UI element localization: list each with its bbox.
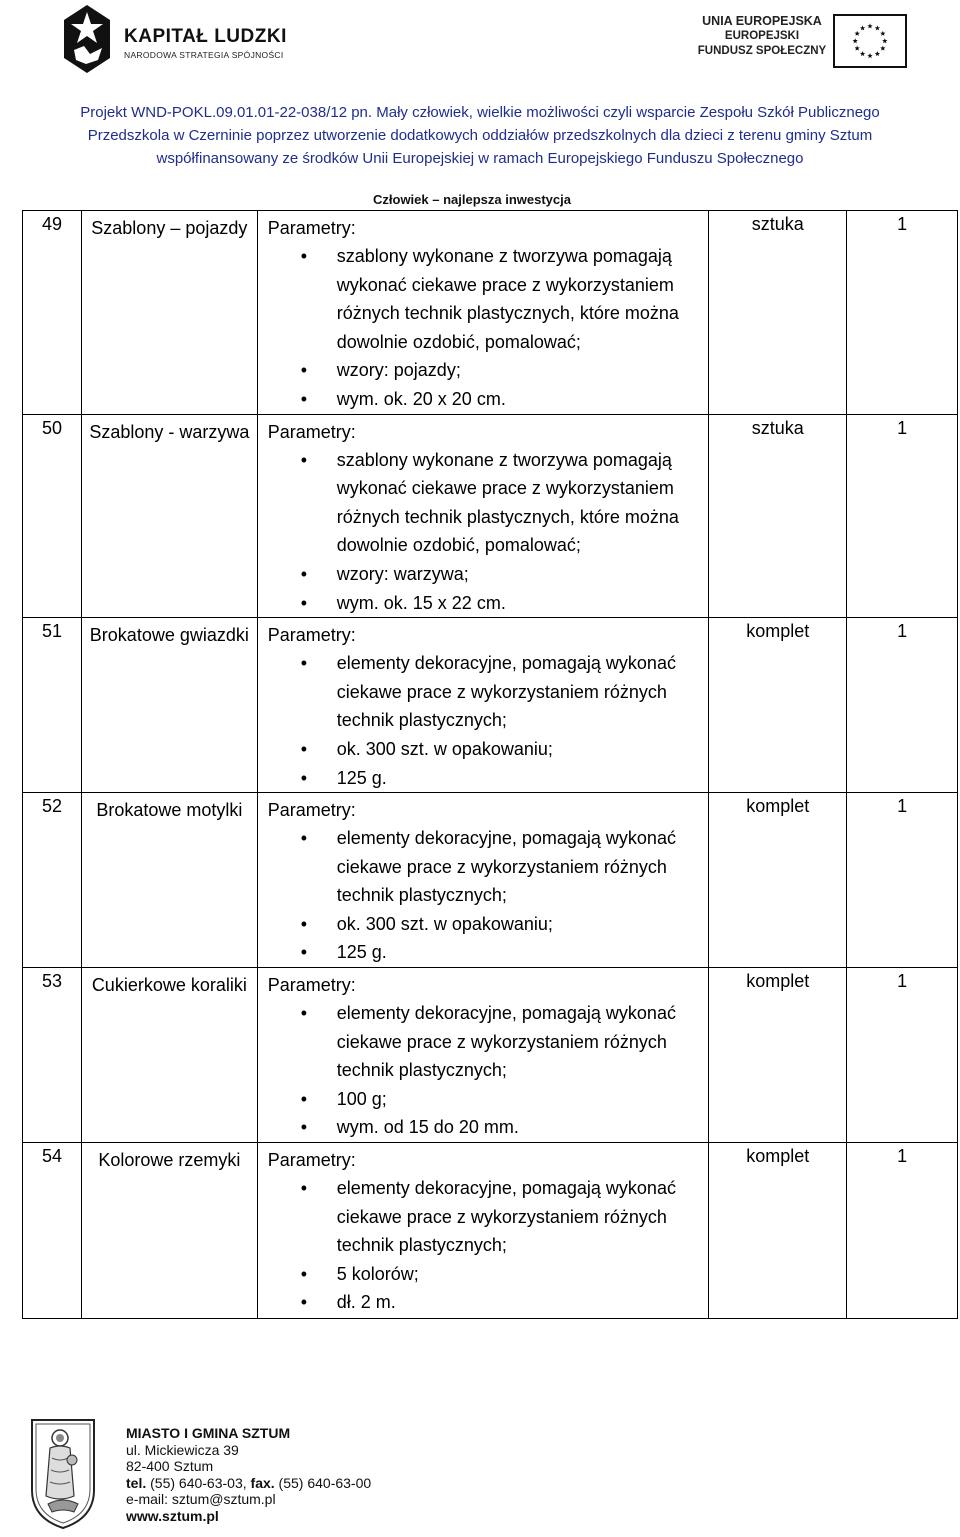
item-name: Cukierkowe koraliki: [81, 968, 257, 1143]
parameter-item: • ok. 300 szt. w opakowaniu;: [337, 735, 701, 764]
footer-address: [126, 1425, 371, 1524]
eu-star-icon: [860, 51, 865, 56]
parameters-list: [258, 446, 709, 618]
item-parameters: [257, 414, 709, 618]
parameter-item: • wym. ok. 15 x 22 cm.: [337, 589, 701, 618]
eu-logo: [696, 14, 910, 70]
item-name: Szablony - warzywa: [81, 414, 257, 618]
eu-logo-text: [696, 14, 828, 59]
parameters-label: Parametry:: [267, 625, 356, 646]
item-unit: sztuka: [709, 414, 847, 618]
eu-star-icon: [860, 25, 865, 30]
parameter-item: • 5 kolorów;: [337, 1260, 701, 1289]
parameter-item: • elementy dekoracyjne, pomagają wykonać ciekawe prace z wykorzystaniem różnych technik plastycznych;: [337, 999, 701, 1085]
eu-star-icon: [853, 38, 858, 43]
footer-tel-label: tel.: [126, 1474, 147, 1491]
parameter-item: • wym. ok. 20 x 20 cm.: [337, 385, 701, 414]
kapital-ludzki-subtitle: NARODOWA STRATEGIA SPÓJNOŚCI: [124, 50, 284, 60]
item-name: Kolorowe rzemyki: [81, 1143, 257, 1319]
kapital-ludzki-emblem-icon: [62, 4, 112, 74]
slogan: Człowiek – najlepsza inwestycja: [373, 192, 571, 207]
parameters-label: Parametry:: [267, 421, 356, 442]
item-quantity: 1: [847, 618, 958, 793]
item-parameters: [257, 793, 709, 968]
item-parameters: [257, 968, 709, 1143]
footer-tel: (55) 640-63-03,: [146, 1474, 251, 1491]
item-quantity: 1: [847, 793, 958, 968]
item-unit: komplet: [709, 793, 847, 968]
kapital-ludzki-logo: [62, 4, 292, 76]
parameter-item: • ok. 300 szt. w opakowaniu;: [337, 910, 701, 939]
footer-phone-fax: [126, 1475, 371, 1492]
eu-star-icon: [855, 46, 860, 51]
item-unit: sztuka: [709, 211, 847, 415]
item-parameters: [257, 211, 709, 415]
eu-star-icon: [867, 23, 872, 28]
table-row: [23, 211, 958, 415]
footer-city: 82-400 Sztum: [126, 1458, 214, 1474]
footer-street: ul. Mickiewicza 39: [126, 1441, 239, 1458]
project-line-2: Przedszkola w Czerninie poprzez utworzenie dodatkowych oddziałów przedszkolnych dla dzieci z terenu gminy Sztum: [87, 127, 873, 144]
item-name: Brokatowe gwiazdki: [81, 618, 257, 793]
eu-flag-icon: [833, 14, 907, 68]
table-row: [23, 793, 958, 968]
item-quantity: 1: [847, 968, 958, 1143]
item-number: 49: [23, 211, 82, 415]
parameter-item: • elementy dekoracyjne, pomagają wykonać ciekawe prace z wykorzystaniem różnych technik plastycznych;: [337, 1174, 701, 1260]
table-row: [23, 618, 958, 793]
parameter-item: • szablony wykonane z tworzywa pomagają wykonać ciekawe prace z wykorzystaniem różnych technik plastycznych, które można dowolnie ozdobić, pomalować;: [337, 242, 701, 356]
parameter-item: • 125 g.: [337, 764, 701, 793]
project-line-3: współfinansowany ze środków Unii Europejskiej w ramach Europejskiego Funduszu Społecznego: [156, 150, 804, 167]
eu-star-icon: [867, 53, 872, 58]
table-row: [23, 1143, 958, 1319]
footer-email: e-mail: sztum@sztum.pl: [126, 1491, 276, 1507]
parameter-item: • elementy dekoracyjne, pomagają wykonać ciekawe prace z wykorzystaniem różnych technik plastycznych;: [337, 824, 701, 910]
parameter-item: • szablony wykonane z tworzywa pomagają wykonać ciekawe prace z wykorzystaniem różnych technik plastycznych, które można dowolnie ozdobić, pomalować;: [337, 446, 701, 560]
parameters-list: [258, 242, 709, 414]
parameters-list: [258, 999, 709, 1142]
parameters-label: Parametry:: [267, 800, 356, 821]
parameters-list: [258, 1174, 709, 1317]
table-row: [23, 968, 958, 1143]
table-row: [23, 414, 958, 618]
item-name: Brokatowe motylki: [81, 793, 257, 968]
parameters-list: [258, 824, 709, 967]
parameter-item: • elementy dekoracyjne, pomagają wykonać ciekawe prace z wykorzystaniem różnych technik plastycznych;: [337, 649, 701, 735]
item-unit: komplet: [709, 1143, 847, 1319]
parameter-item: • wzory: warzywa;: [337, 560, 701, 589]
parameter-item: • 100 g;: [337, 1085, 701, 1114]
eu-star-icon: [855, 31, 860, 36]
item-number: 50: [23, 414, 82, 618]
item-number: 54: [23, 1143, 82, 1319]
eu-star-icon: [882, 38, 887, 43]
parameters-label: Parametry:: [267, 1150, 356, 1171]
item-unit: komplet: [709, 618, 847, 793]
sztum-coat-of-arms-icon: [30, 1418, 96, 1530]
footer-fax: (55) 640-63-00: [274, 1474, 372, 1491]
item-name: Szablony – pojazdy: [81, 211, 257, 415]
parameters-label: Parametry:: [267, 218, 356, 238]
eu-star-icon: [875, 25, 880, 30]
item-number: 52: [23, 793, 82, 968]
parameter-item: • wym. od 15 do 20 mm.: [337, 1113, 701, 1142]
item-unit: komplet: [709, 968, 847, 1143]
eu-logo-line2: EUROPEJSKI: [724, 30, 800, 42]
project-line-1: Projekt WND-POKL.09.01.01-22-038/12 pn. Mały człowiek, wielkie możliwości czyli wsparcie Zespołu Szkół Publicznego: [80, 104, 880, 121]
parameters-list: [258, 649, 709, 792]
eu-logo-line3: FUNDUSZ SPOŁECZNY: [697, 45, 827, 57]
footer-website: www.sztum.pl: [126, 1507, 219, 1524]
parameter-item: • wzory: pojazdy;: [337, 356, 701, 385]
item-number: 53: [23, 968, 82, 1143]
footer-org: MIASTO I GMINA SZTUM: [126, 1425, 291, 1441]
kapital-ludzki-name: KAPITAŁ LUDZKI: [124, 26, 287, 47]
eu-logo-line1: UNIA EUROPEJSKA: [702, 14, 822, 28]
parameter-item: • 125 g.: [337, 938, 701, 967]
footer-fax-label: fax.: [250, 1474, 275, 1491]
item-number: 51: [23, 618, 82, 793]
eu-star-icon: [875, 51, 880, 56]
parameters-label: Parametry:: [267, 975, 356, 996]
parameter-item: • dł. 2 m.: [337, 1288, 701, 1317]
item-quantity: 1: [847, 1143, 958, 1319]
items-table: [22, 210, 958, 1319]
item-parameters: [257, 1143, 709, 1319]
item-parameters: [257, 618, 709, 793]
item-quantity: 1: [847, 414, 958, 618]
eu-star-icon: [880, 31, 885, 36]
eu-star-icon: [880, 46, 885, 51]
item-quantity: 1: [847, 211, 958, 415]
